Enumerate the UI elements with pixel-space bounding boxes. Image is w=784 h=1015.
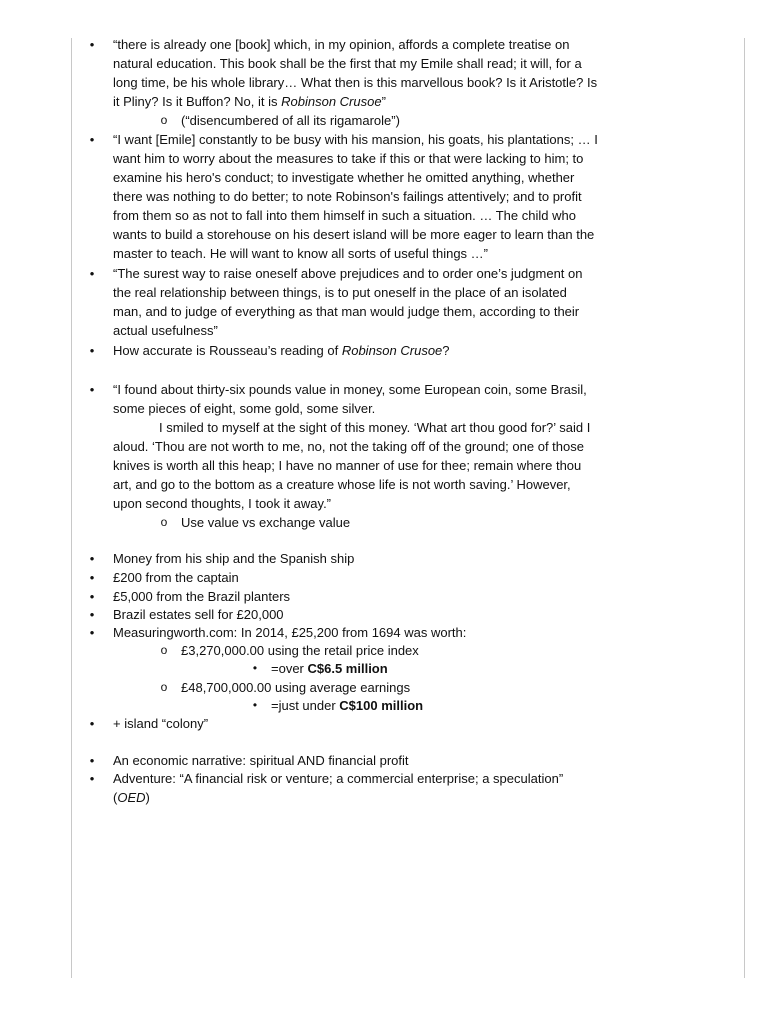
quote-crusoe-line: knives is worth all this heap; I have no manner of use for thee; remain where thou	[113, 458, 582, 473]
quote-line: “I want [Emile] constantly to be busy with his mansion, his goats, his plantations; … I	[113, 132, 598, 147]
list-item: Money from his ship and the Spanish ship	[113, 551, 355, 566]
list-item: Adventure: “A financial risk or venture; a commercial enterprise; a speculation”	[113, 771, 564, 786]
quote-line: the real relationship between things, is to put oneself in the place of an isolated	[113, 285, 567, 300]
quote-line: master to teach. He will want to know all sorts of useful things …”	[113, 246, 488, 261]
quote-line: actual usefulness”	[113, 323, 218, 338]
sub2-bullet-text: =just under C$100 million	[271, 698, 424, 713]
quote-crusoe-line: art, and go to the bottom as a creature whose life is not worth saving.’ However,	[113, 477, 571, 492]
quote-line: there was nothing to do better; to note Robinson's failings attentively; and to profit	[113, 189, 582, 204]
quote-crusoe-line: upon second thoughts, I took it away.”	[113, 496, 332, 511]
quote-line: want him to worry about the measures to take if this or that were lacking to him; to	[113, 151, 584, 166]
sub-bullet-text: (“disencumbered of all its rigamarole”)	[181, 113, 400, 128]
quote-crusoe-line: I smiled to myself at the sight of this money. ‘What art thou good for?’ said I	[159, 420, 591, 435]
quote-crusoe-line: “I found about thirty-six pounds value in money, some European coin, some Brasil,	[113, 382, 587, 397]
title-robinson-crusoe: Robinson Crusoe	[341, 343, 443, 358]
quote-line: wants to build a storehouse on his desert island will be more eager to learn than the	[113, 227, 595, 242]
sub-bullet-marker: o	[160, 113, 168, 127]
sub-bullet-text: Use value vs exchange value	[181, 515, 351, 530]
amount-highlight: C$6.5 million	[307, 661, 388, 676]
quote-line: examine his hero's conduct; to investigate whether he omitted anything, whether	[113, 170, 575, 185]
bullet-marker: •	[89, 266, 95, 281]
quote-crusoe-line: some pieces of eight, some gold, some silver.	[113, 401, 376, 416]
sub2-bullet-marker: •	[252, 661, 258, 675]
quote-line: “The surest way to raise oneself above prejudices and to order one’s judgment on	[113, 266, 583, 281]
sub-bullet-marker: o	[160, 515, 168, 529]
sub2-bullet-text: =over C$6.5 million	[271, 661, 388, 676]
list-item: £200 from the captain	[113, 570, 239, 585]
sub-bullet-text: £48,700,000.00 using average earnings	[181, 680, 411, 695]
sub-bullet-text: £3,270,000.00 using the retail price index	[181, 643, 419, 658]
left-margin-rule	[71, 38, 72, 978]
list-item-continuation: (OED)	[113, 790, 150, 805]
list-item: An economic narrative: spiritual AND financial profit	[113, 753, 409, 768]
question-line: How accurate is Rousseau’s reading of Robinson Crusoe?	[113, 343, 450, 358]
bullet-marker: •	[89, 589, 95, 604]
quote-line: man, and to judge of everything as that man would judge them, according to their	[113, 304, 580, 319]
quote-line: from them so as not to fall into them himself in such a situation. … The child who	[113, 208, 576, 223]
bullet-marker: •	[89, 382, 95, 397]
sub2-bullet-marker: •	[252, 698, 258, 712]
bullet-marker: •	[89, 625, 95, 640]
bullet-marker: •	[89, 753, 95, 768]
sub-bullet-marker: o	[160, 680, 168, 694]
bullet-marker: •	[89, 570, 95, 585]
list-item: + island “colony”	[113, 716, 209, 731]
bullet-marker: •	[89, 771, 95, 786]
title-robinson-crusoe: Robinson Crusoe	[281, 94, 382, 109]
right-margin-rule	[744, 38, 745, 978]
bullet-marker: •	[89, 716, 95, 731]
sub-bullet-marker: o	[160, 643, 168, 657]
quote-emile-line: long time, be his whole library… What then is this marvellous book? Is it Aristotle? Is	[113, 75, 598, 90]
quote-emile-line: “there is already one [book] which, in my opinion, affords a complete treatise on	[113, 37, 570, 52]
list-item: Brazil estates sell for £20,000	[113, 607, 284, 622]
bullet-marker: •	[89, 37, 95, 52]
bullet-marker: •	[89, 343, 95, 358]
quote-emile-line: it Pliny? Is it Buffon? No, it is Robinson Crusoe”	[113, 94, 386, 109]
bullet-marker: •	[89, 551, 95, 566]
bullet-marker: •	[89, 607, 95, 622]
quote-emile-line: natural education. This book shall be the first that my Emile shall read; it will, for a	[113, 56, 582, 71]
list-item: £5,000 from the Brazil planters	[113, 589, 291, 604]
quote-crusoe-line: aloud. ‘Thou are not worth to me, no, not the taking off of the ground; one of those	[113, 439, 584, 454]
list-item: Measuringworth.com: In 2014, £25,200 from 1694 was worth:	[113, 625, 467, 640]
amount-highlight: C$100 million	[339, 698, 424, 713]
bullet-marker: •	[89, 132, 95, 147]
oed-abbrev: OED	[117, 790, 146, 805]
